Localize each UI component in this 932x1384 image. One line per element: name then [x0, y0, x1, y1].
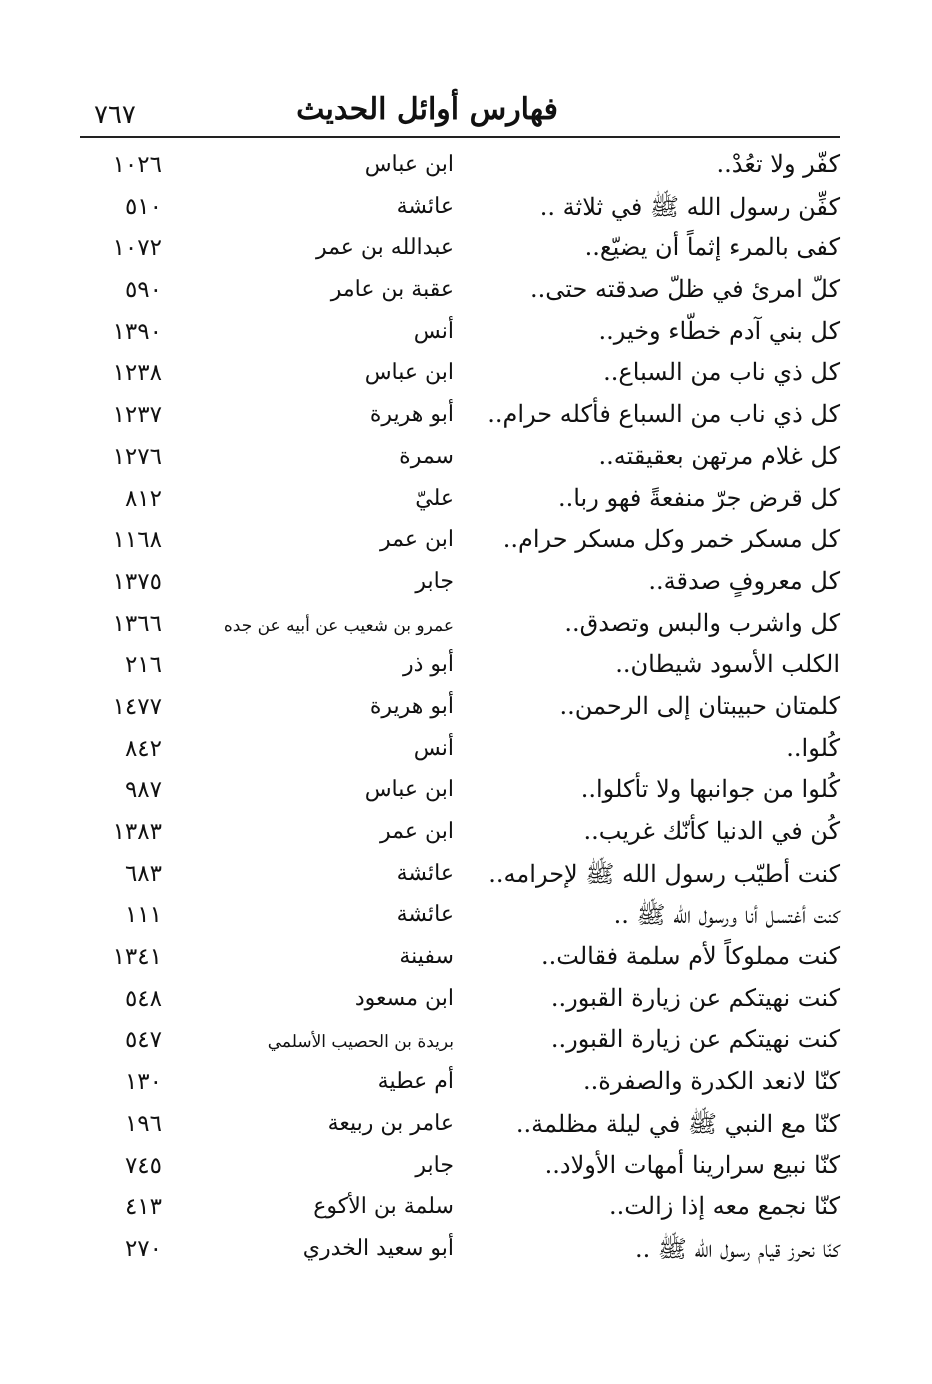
narrator: ابن عمر	[380, 527, 454, 553]
hadith-opening: كنّا لانعد الكدرة والصفرة..	[582, 1067, 840, 1096]
narrator: سمرة	[399, 443, 454, 469]
index-entry	[0, 148, 932, 190]
hadith-number: ٥٤٨	[124, 985, 162, 1012]
narrator: عائشة	[396, 193, 454, 219]
index-entry	[0, 690, 932, 732]
hadith-opening: كل معروفٍ صدقة..	[648, 566, 840, 595]
hadith-number: ٢٧٠	[124, 1235, 162, 1262]
hadith-number: ٧٤٥	[124, 1152, 162, 1179]
hadith-opening: كنّا مع النبي ﷺ في ليلة مظلمة..	[515, 1109, 840, 1138]
narrator: ابن عباس	[364, 360, 454, 386]
index-entry	[0, 648, 932, 690]
index-entry	[0, 315, 932, 357]
hadith-number: ١٢٧٦	[112, 443, 162, 470]
narrator: سلمة بن الأكوع	[313, 1194, 454, 1220]
narrator: ابن عمر	[380, 819, 454, 844]
index-entry	[0, 982, 932, 1024]
index-entry	[0, 773, 932, 815]
narrator: سفينة	[399, 944, 454, 970]
hadith-number: ١٣٦٦	[112, 610, 162, 637]
index-entry	[0, 1065, 932, 1107]
hadith-number: ٥٤٧	[124, 1027, 162, 1054]
index-entry	[0, 482, 932, 524]
hadith-opening: كنت أغتسل أنا ورسول الله ﷺ ..	[613, 901, 840, 930]
hadith-number: ١٣٤١	[112, 944, 162, 971]
hadith-opening: كل واشرب والبس وتصدق..	[564, 608, 840, 637]
hadith-opening: كل غلام مرتهن بعقيقته..	[598, 441, 840, 470]
narrator: ابن عباس	[364, 152, 454, 177]
hadith-number: ٢١٦	[124, 652, 162, 679]
narrator: أبو هريرة	[369, 402, 454, 428]
index-entry	[0, 607, 932, 649]
narrator: بريدة بن الحصيب الأسلمي	[267, 1032, 454, 1053]
hadith-opening: كل قرض جرّ منفعةً فهو ربا..	[557, 483, 840, 512]
hadith-number: ١١١	[124, 902, 162, 929]
hadith-opening: الكلب الأسود شيطان..	[615, 650, 840, 679]
index-entry	[0, 857, 932, 899]
hadith-number: ١٣٠	[124, 1069, 162, 1096]
hadith-number: ١٠٢٦	[112, 152, 162, 178]
index-entry	[0, 732, 932, 774]
page-number: ٧٦٧	[94, 100, 136, 130]
index-entry	[0, 815, 932, 857]
index-entry	[0, 1107, 932, 1149]
header-rule	[80, 136, 840, 138]
hadith-number: ١٠٧٢	[112, 235, 162, 262]
hadith-number: ٨١٢	[124, 485, 162, 512]
hadith-opening: كل بني آدم خطّاء وخير..	[598, 316, 840, 345]
index-entry	[0, 1190, 932, 1232]
hadith-number: ٥١٠	[124, 193, 162, 220]
narrator: أنس	[413, 318, 454, 344]
hadith-opening: كل ذي ناب من السباع..	[603, 358, 840, 387]
narrator: أبو هريرة	[369, 693, 454, 719]
narrator: عبدالله بن عمر	[315, 235, 454, 261]
narrator: أم عطية	[377, 1069, 454, 1095]
hadith-number: ١٢٣٧	[112, 402, 162, 429]
narrator: أنس	[413, 735, 454, 761]
hadith-number: ٩٨٧	[124, 777, 162, 804]
index-entry	[0, 523, 932, 565]
index-entry	[0, 1023, 932, 1065]
hadith-opening: كنت نهيتكم عن زيارة القبور..	[550, 1025, 840, 1054]
hadith-opening: كنّا نبيع سرارينا أمهات الأولاد..	[544, 1150, 840, 1179]
hadith-number: ٤١٣	[124, 1194, 162, 1221]
hadith-opening: كل ذي ناب من السباع فأكله حرام..	[487, 400, 840, 429]
hadith-opening: كُلوا..	[786, 733, 840, 762]
hadith-number: ١٢٣٨	[112, 360, 162, 387]
hadith-opening: كنت مملوكاً لأم سلمة فقالت..	[541, 942, 840, 971]
page-header	[82, 92, 840, 132]
index-entries	[0, 148, 932, 1274]
index-entry	[0, 231, 932, 273]
hadith-opening: كلّ امرئ في ظلّ صدقته حتى..	[530, 275, 840, 304]
narrator: ابن مسعود	[354, 985, 454, 1011]
hadith-opening: كفِّن رسول الله ﷺ في ثلاثة ..	[539, 192, 840, 221]
narrator: جابر	[415, 568, 454, 594]
hadith-number: ٦٨٣	[124, 860, 162, 887]
hadith-opening: كنت أطيّب رسول الله ﷺ لإحرامه..	[488, 859, 840, 888]
hadith-opening: كل مسكر خمر وكل مسكر حرام..	[502, 525, 840, 554]
index-entry	[0, 190, 932, 232]
index-entry	[0, 440, 932, 482]
index-entry	[0, 1149, 932, 1191]
hadith-opening: كنت نهيتكم عن زيارة القبور..	[550, 983, 840, 1012]
hadith-opening: كُن في الدنيا كأنّك غريب..	[583, 817, 840, 845]
narrator: عامر بن ربيعة	[327, 1110, 454, 1136]
narrator: أبو سعيد الخدري	[302, 1235, 454, 1261]
hadith-number: ١٣٨٣	[112, 819, 162, 845]
hadith-opening: كلمتان حبيبتان إلى الرحمن..	[559, 691, 840, 720]
narrator: عليّ	[415, 485, 454, 511]
hadith-number: ١١٦٨	[112, 527, 162, 554]
hadith-number: ١٣٩٠	[112, 318, 162, 345]
hadith-number: ٥٩٠	[124, 277, 162, 304]
index-entry	[0, 1232, 932, 1274]
narrator: عائشة	[396, 860, 454, 886]
hadith-number: ١٣٧٥	[112, 568, 162, 595]
narrator: أبو ذر	[402, 652, 454, 678]
index-entry	[0, 940, 932, 982]
narrator: عقبة بن عامر	[330, 277, 454, 303]
hadith-opening: كفّر ولا تعُدْ..	[716, 150, 840, 178]
index-entry	[0, 565, 932, 607]
hadith-number: ١٩٦	[124, 1110, 162, 1137]
hadith-opening: كُلوا من جوانبها ولا تأكلوا..	[580, 775, 840, 804]
hadith-opening: كنّا نحرز قيام رسول الله ﷺ ..	[634, 1234, 840, 1263]
index-entry	[0, 356, 932, 398]
narrator: ابن عباس	[364, 777, 454, 803]
index-entry	[0, 398, 932, 440]
index-entry	[0, 898, 932, 940]
hadith-number: ١٤٧٧	[112, 693, 162, 720]
hadith-number: ٨٤٢	[124, 735, 162, 762]
narrator: عائشة	[396, 902, 454, 928]
hadith-opening: كفى بالمرء إثماً أن يضيّع..	[584, 233, 840, 262]
index-entry	[0, 273, 932, 315]
narrator: عمرو بن شعيب عن أبيه عن جده	[223, 615, 454, 636]
hadith-opening: كنّا نجمع معه إذا زالت..	[608, 1192, 840, 1221]
page-title: فهارس أوائل الحديث	[296, 92, 558, 127]
narrator: جابر	[415, 1152, 454, 1178]
